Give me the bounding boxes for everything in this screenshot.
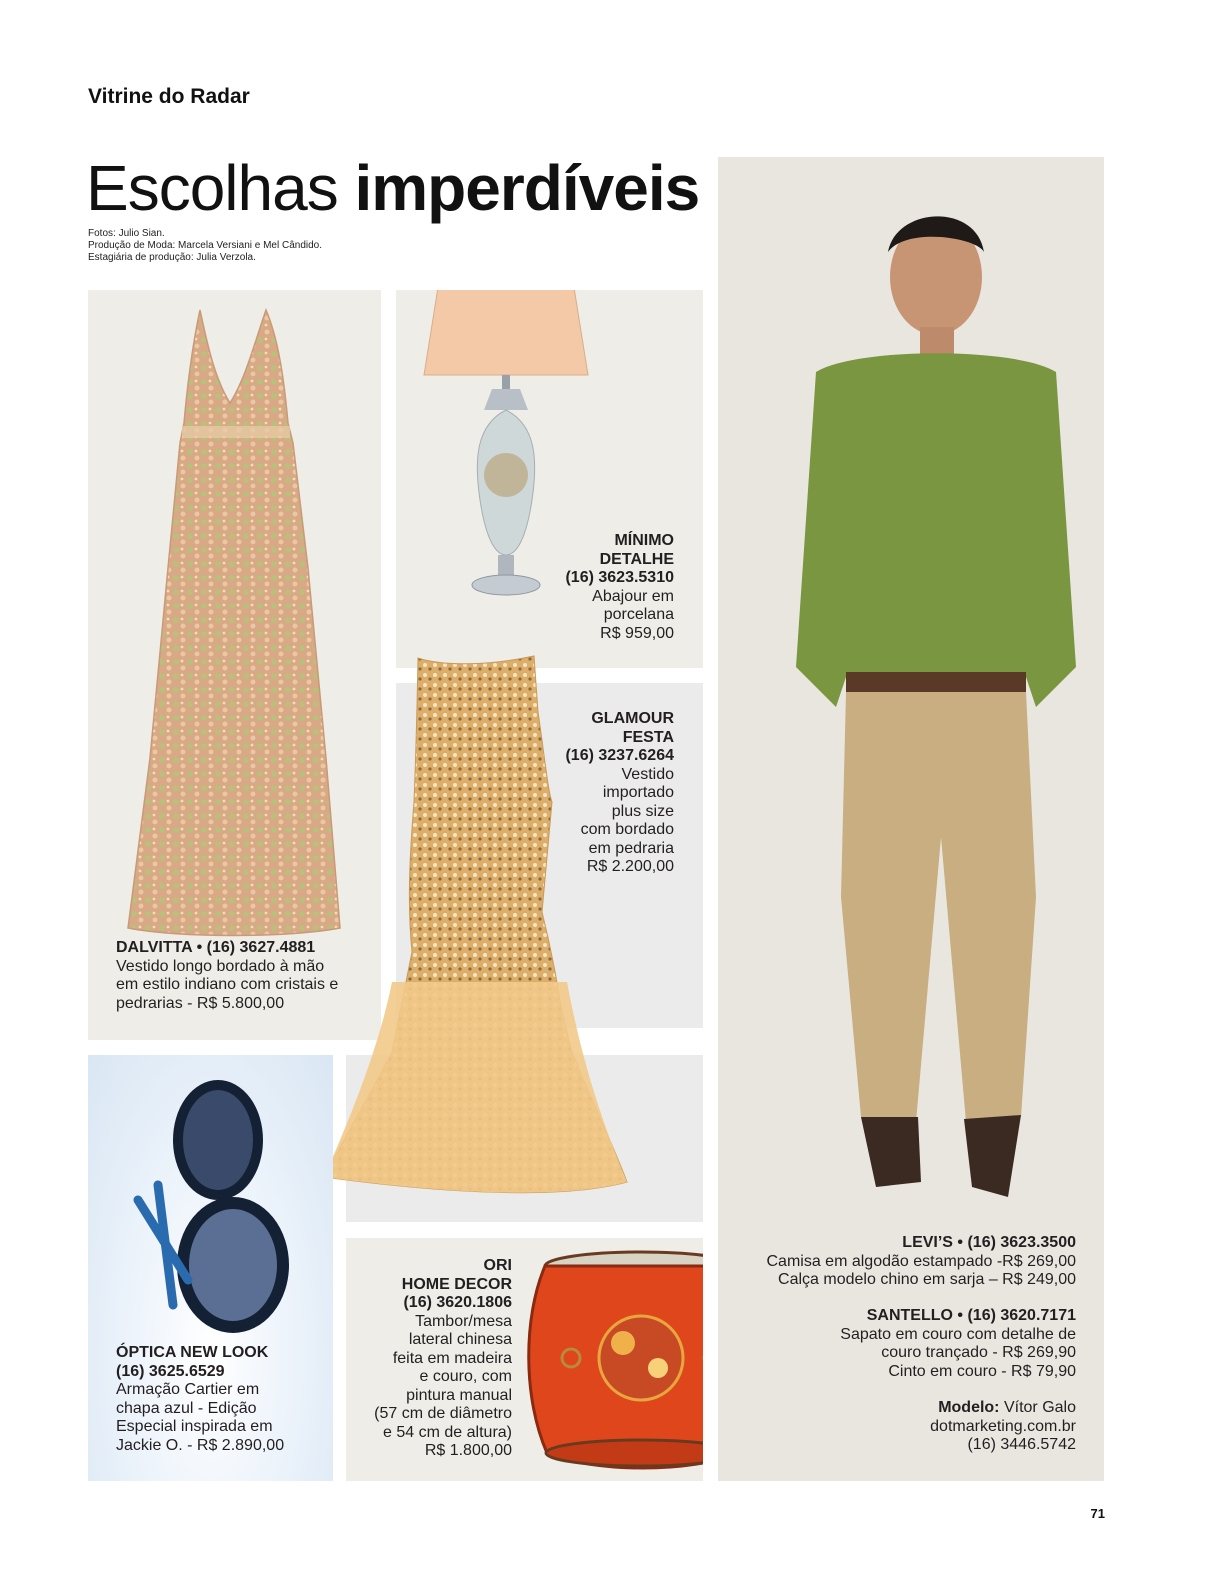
brand-name: HOME DECOR bbox=[401, 1275, 512, 1293]
product-price: R$ 2.200,00 bbox=[586, 858, 674, 875]
ori-home-decor-panel bbox=[346, 1238, 703, 1481]
brand-name: LEVI’S • (16) 3623.3500 bbox=[902, 1234, 1076, 1251]
product-price: pedrarias - R$ 5.800,00 bbox=[116, 994, 285, 1012]
product-description: Vestido bbox=[621, 765, 674, 783]
product-description: Calça modelo chino em sarja – R$ 249,00 bbox=[778, 1271, 1076, 1288]
brand-phone: (16) 3620.1806 bbox=[403, 1294, 512, 1311]
brand-phone: (16) 3625.6529 bbox=[116, 1362, 225, 1380]
credit-line: Produção de Moda: Marcela Versiani e Mel Cândido. bbox=[88, 240, 323, 251]
brand-name: DALVITTA • (16) 3627.4881 bbox=[116, 939, 316, 956]
model-name-line bbox=[718, 1399, 1076, 1418]
product-description: Camisa em algodão estampado -R$ 269,00 bbox=[766, 1252, 1076, 1270]
product-description: e couro, com bbox=[419, 1368, 512, 1385]
ori-home-decor-caption bbox=[346, 1257, 512, 1461]
title-light: Escolhas bbox=[86, 152, 338, 224]
product-description: (57 cm de diâmetro bbox=[374, 1405, 512, 1422]
product-description: lateral chinesa bbox=[408, 1331, 512, 1348]
title-bold: imperdíveis bbox=[354, 152, 700, 224]
credit-line: Fotos: Julio Sian. bbox=[88, 228, 165, 239]
brand-name: DETALHE bbox=[599, 550, 674, 568]
product-description: chapa azul - Edição bbox=[116, 1399, 257, 1417]
brand-phone: (16) 3623.5310 bbox=[565, 569, 674, 586]
photo-credits bbox=[88, 228, 322, 264]
product-description: Vestido longo bordado à mão bbox=[116, 957, 325, 975]
model-credit bbox=[718, 1399, 1076, 1455]
product-price: R$ 959,00 bbox=[600, 624, 674, 642]
page-title bbox=[86, 150, 699, 226]
optica-new-look-panel bbox=[88, 1055, 333, 1481]
minimo-detalhe-caption bbox=[514, 532, 674, 643]
product-description: Armação Cartier em bbox=[116, 1381, 260, 1398]
model-name: Vítor Galo bbox=[999, 1399, 1076, 1416]
product-description: pintura manual bbox=[406, 1386, 512, 1404]
product-description: Especial inspirada em bbox=[116, 1418, 273, 1435]
product-description: importado bbox=[602, 784, 674, 801]
product-description: plus size bbox=[611, 802, 674, 820]
brand-name: ORI bbox=[483, 1257, 512, 1274]
brand-phone: (16) 3237.6264 bbox=[565, 747, 674, 764]
agency-phone: (16) 3446.5742 bbox=[967, 1436, 1076, 1453]
product-description: porcelana bbox=[603, 606, 674, 623]
product-price: Jackie O. - R$ 2.890,00 bbox=[116, 1436, 285, 1454]
product-description: Sapato em couro com detalhe de bbox=[840, 1325, 1076, 1343]
product-description: Tambor/mesa bbox=[415, 1312, 512, 1330]
product-description: com bordado bbox=[580, 821, 674, 838]
agency-site: dotmarketing.com.br bbox=[930, 1417, 1076, 1435]
section-label: Vitrine do Radar bbox=[88, 85, 250, 108]
product-price: Cinto em couro - R$ 79,90 bbox=[888, 1362, 1076, 1380]
product-price: R$ 1.800,00 bbox=[424, 1442, 512, 1459]
santello-caption bbox=[718, 1307, 1076, 1381]
model-panel bbox=[718, 157, 1104, 1481]
brand-name: SANTELLO • (16) 3620.7171 bbox=[866, 1307, 1076, 1324]
chinese-drum-table-image bbox=[523, 1248, 703, 1478]
sunglasses-image bbox=[118, 1080, 308, 1340]
product-description: em estilo indiano com cristais e bbox=[116, 976, 339, 993]
product-description: e 54 cm de altura) bbox=[383, 1423, 512, 1441]
male-model-image bbox=[736, 197, 1096, 1257]
product-description: Abajour em bbox=[592, 587, 674, 605]
brand-name: ÓPTICA NEW LOOK bbox=[116, 1344, 269, 1361]
sequin-gown-image bbox=[322, 652, 632, 1202]
optica-new-look-caption bbox=[116, 1344, 331, 1455]
minimo-detalhe-panel bbox=[396, 290, 703, 668]
product-description: em pedraria bbox=[588, 839, 674, 857]
product-description: couro trançado - R$ 269,90 bbox=[881, 1344, 1076, 1361]
page-number: 71 bbox=[1090, 1506, 1105, 1521]
brand-name: FESTA bbox=[622, 728, 674, 746]
credit-line: Estagiária de produção: Julia Verzola. bbox=[88, 252, 256, 263]
model-label: Modelo: bbox=[938, 1399, 1000, 1416]
brand-name: MÍNIMO bbox=[614, 532, 674, 549]
levis-caption bbox=[718, 1234, 1076, 1290]
brand-name: GLAMOUR bbox=[591, 710, 674, 727]
product-description: feita em madeira bbox=[392, 1349, 512, 1367]
